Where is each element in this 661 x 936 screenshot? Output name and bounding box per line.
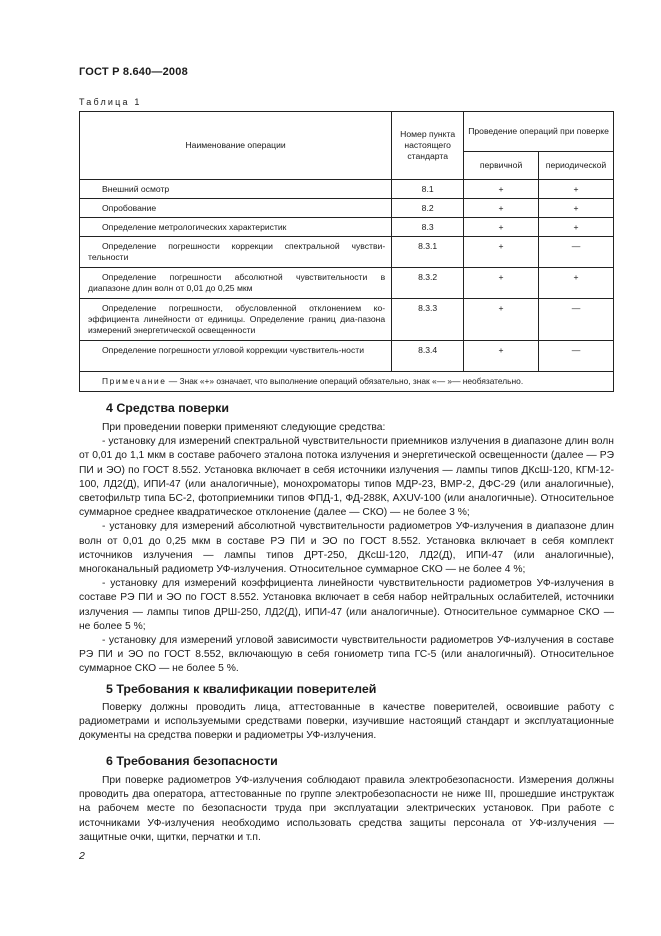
primary-mark: + [464,218,539,237]
table-row [80,299,614,341]
clause-number: 8.3.4 [392,341,464,372]
table-row [80,199,614,218]
table-row [80,180,614,199]
operations-table [79,111,614,392]
operation-name: Внешний осмотр [80,180,392,199]
table-row [80,268,614,299]
clause-number: 8.1 [392,180,464,199]
section-6-title: 6 Требования безопасности [106,754,278,768]
operation-name: Определение метрологических характеристик [80,218,392,237]
periodic-mark: + [539,199,614,218]
periodic-mark: — [539,237,614,268]
operation-name: Определение погрешности угловой коррекции чувствитель-ности [80,341,392,372]
operation-name: Опробование [80,199,392,218]
standard-header: ГОСТ Р 8.640—2008 [79,66,188,78]
section-6-body [79,774,614,845]
clause-number: 8.3 [392,218,464,237]
periodic-mark: — [539,341,614,372]
header-periodic: периодической [539,152,614,180]
clause-number: 8.3.2 [392,268,464,299]
primary-mark: + [464,341,539,372]
primary-mark: + [464,237,539,268]
header-operation-name: Наименование операции [80,112,392,180]
paragraph: - установку для измерений абсолютной чувствительности радиометров УФ-излучения в диапазоне длин волн от 0,01 до 0,25 мкм в составе РЭ ПИ и ЭО по ГОСТ 8.552. Установка включает в себя комплект источников излучения — лампы типов ДРТ-250, ДКсШ-120, ЛД2(Д), ИПИ-47 (или аналогичные), многоканальный радиометр УФ-излучения. Относительное суммарное СКО — не более 4 %; [79,521,614,576]
table-row [80,218,614,237]
operation-name: Определение погрешности коррекции спектральной чувстви-тельности [80,237,392,268]
page-number: 2 [79,850,85,862]
clause-number: 8.3.3 [392,299,464,341]
header-clause-number: Номер пункта настоящего стандарта [392,112,464,180]
operation-name: Определение погрешности абсолютной чувствительности в диапазоне длин волн от 0,01 до 0,25 мкм [80,268,392,299]
periodic-mark: + [539,180,614,199]
note-text: — Знак «+» означает, что выполнение операций обязательно, знак «— »— необязательно. [166,376,524,386]
paragraph: При проведении поверки применяют следующие средства: [102,422,386,433]
table-note [80,372,614,392]
periodic-mark: — [539,299,614,341]
primary-mark: + [464,180,539,199]
header-primary: первичной [464,152,539,180]
note-label: Примечание [102,376,167,386]
table-row [80,237,614,268]
paragraph: - установку для измерений спектральной чувствительности приемников излучения в диапазоне длин волн от 0,01 до 1,1 мкм в составе рабочего эталона потока излучения и энергетической освещенности (далее — РЭ ПИ и ЭО) по ГОСТ 8.552. Установка включает в себя источники излучения — лампы типов ДКсШ-120, КГМ-12-100, ЛД2(Д), ИПИ-47 (или аналогичные), монохроматоры типов МДР-23, ВМР-2, ДФС-29 (или аналогичные), светофильтр типа БС-2, фотоприемники типов ФПД-1, ФД-288К, AXUV-100 (или аналогичные). Относительное суммарное среднее квадратическое отклонение (далее — СКО) — не более 3 %; [79,436,614,519]
paragraph: При поверке радиометров УФ-излучения соблюдают правила электробезопасности. Измерения должны проводить два оператора, аттестованные по группе электробезопасности не ниже III, прошедшие инструктаж на рабочем месте по безопасности труда при эксплуатации электрических установок. При работе с источниками УФ-излучения необходимо использовать средства защиты персонала от УФ-излучения — защитные очки, щитки, перчатки и т.п. [79,775,614,843]
header-verification-group: Проведение операций при поверке [464,112,614,152]
paragraph: - установку для измерений коэффициента линейности чувствительности радиометров УФ-излучения в составе РЭ ПИ и ЭО по ГОСТ 8.552. Установка включает в себя набор нейтральных ослабителей, источники излучения — лампы типов ДРШ-250, ЛД2(Д), ИПИ-47 (или аналогичные). Относительное суммарное СКО — не более 5 %; [79,578,614,632]
table-note-row [80,372,614,392]
section-5-body [79,701,614,744]
periodic-mark: + [539,268,614,299]
clause-number: 8.3.1 [392,237,464,268]
primary-mark: + [464,268,539,299]
section-5-title: 5 Требования к квалификации поверителей [106,682,377,696]
primary-mark: + [464,299,539,341]
primary-mark: + [464,199,539,218]
paragraph: Поверку должны проводить лица, аттестованные в качестве поверителей, освоившие работу с радиометрами и используемыми средствами поверки, изучившие настоящий стандарт и эксплуатационные документы на средства поверки и радиометры УФ-излучения. [79,702,614,742]
operation-name: Определение погрешности, обусловленной отклонением ко-эффициента линейности от единицы. Определение границ диа-пазона измерений энергетической освещенности [80,299,392,341]
table-row [80,341,614,372]
section-4-title: 4 Средства поверки [106,401,229,415]
section-4-body [79,421,614,677]
periodic-mark: + [539,218,614,237]
table-caption: Таблица 1 [79,97,142,107]
clause-number: 8.2 [392,199,464,218]
paragraph: - установку для измерений угловой зависимости чувствительности радиометров УФ-излучения в составе РЭ ПИ и ЭО по ГОСТ 8.552, включающую в себя гониометр типа ГС-5 (или аналогичный). Относительное суммарное СКО — не более 5 %. [79,635,614,675]
